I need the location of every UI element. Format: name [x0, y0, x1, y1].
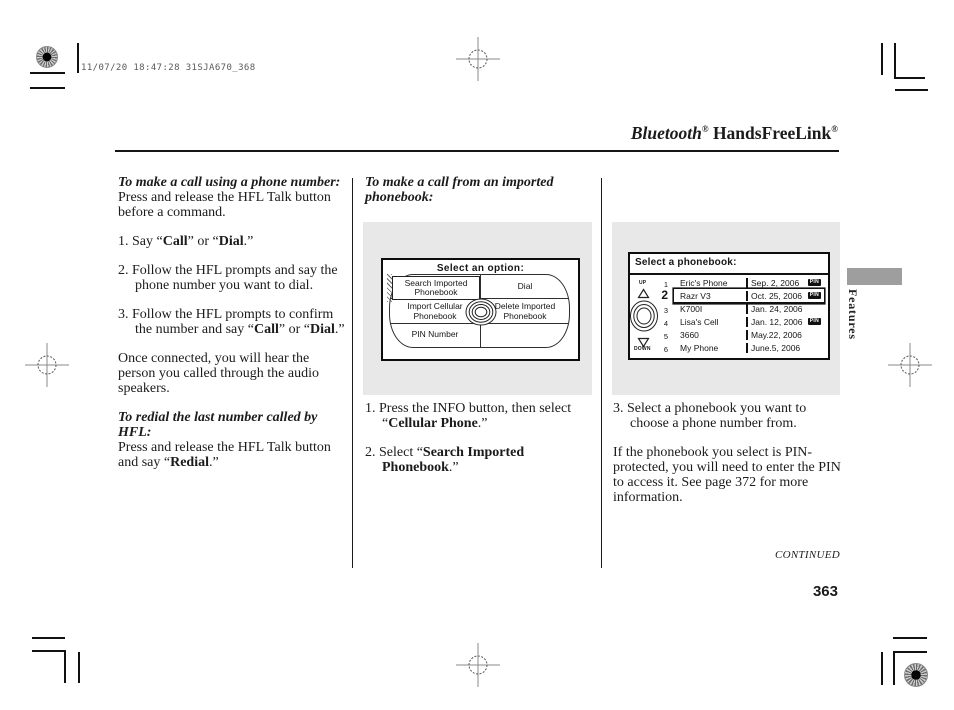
- phonebook-row: [674, 328, 824, 342]
- phonebook-date: May.22, 2006: [746, 330, 824, 340]
- numbered-step: 1. Say “Call” or “Dial.”: [118, 234, 254, 249]
- column-2-steps: [365, 401, 599, 489]
- option-search-imported-phonebook: Search Imported Phonebook: [392, 276, 480, 300]
- column-3-text: [613, 401, 845, 505]
- phonebook-name: My Phone: [680, 342, 719, 353]
- page-title-rest: HandsFreeLink: [708, 123, 832, 143]
- up-label: UP: [639, 280, 647, 286]
- crop-mark-line: [893, 637, 927, 639]
- print-stamp: 11/07/20 18:47:28 31SJA670_368: [81, 63, 256, 73]
- registration-target-icon: [904, 663, 928, 687]
- screen-title: Select an option:: [436, 263, 525, 274]
- phonebook-date: Oct. 25, 2006: [746, 291, 808, 301]
- crop-mark-line: [77, 43, 79, 73]
- column-divider: [601, 178, 602, 568]
- row-number: 1: [663, 280, 668, 289]
- crop-mark-line: [894, 77, 925, 79]
- numbered-step: 2. Select “Search Imported Phonebook.”: [365, 445, 525, 475]
- pin-badge: PIN: [809, 292, 819, 298]
- option-delete-imported-phonebook: Delete Imported Phonebook: [494, 301, 556, 321]
- crop-mark-line: [30, 87, 65, 89]
- crop-mark-line: [78, 652, 80, 683]
- select-option-screen: [381, 258, 580, 361]
- numbered-step: 3. Follow the HFL prompts to confirm the number and say “Call” or “Dial.”: [118, 307, 345, 337]
- section-tab-marker: [847, 268, 902, 285]
- paragraph: Press and release the HFL Talk button before a command.: [118, 190, 331, 220]
- registered-mark: ®: [831, 124, 838, 135]
- page-title: [300, 123, 838, 144]
- phonebook-row: [674, 276, 824, 290]
- phonebook-row: [674, 302, 824, 316]
- phonebook-row: [674, 341, 824, 354]
- numbered-step: 2. Follow the HFL prompts and say the phone number you want to dial.: [118, 263, 338, 293]
- crop-mark-line: [32, 637, 65, 639]
- paragraph: Once connected, you will hear the person you called through the audio speakers.: [118, 351, 320, 396]
- option-dial: Dial: [517, 281, 533, 292]
- crop-mark-line: [30, 72, 65, 74]
- phonebook-row: [674, 315, 824, 329]
- crop-mark-line: [894, 43, 896, 78]
- row-number: 4: [663, 319, 668, 328]
- phonebook-date: June.5, 2006: [746, 343, 824, 353]
- crosshair-registration-icon: [25, 343, 69, 387]
- phonebook-date: Jan. 12, 2006: [746, 317, 808, 327]
- crop-mark-line: [893, 651, 895, 685]
- phonebook-date: Sep. 2, 2006: [746, 278, 808, 288]
- option-pin-number: PIN Number: [411, 329, 459, 340]
- page-number: 363: [812, 583, 838, 600]
- pin-badge: PIN: [809, 279, 819, 285]
- paragraph: Press and release the HFL Talk button and say “Redial.”: [118, 440, 331, 470]
- registered-mark: ®: [701, 124, 709, 135]
- numbered-step: 3. Select a phonebook you want to choose a phone number from.: [613, 401, 807, 431]
- section-heading: To redial the last number called by HFL:: [118, 410, 318, 440]
- crop-mark-line: [32, 650, 65, 652]
- crosshair-registration-icon: [888, 343, 932, 387]
- column-divider: [352, 178, 353, 568]
- crop-mark-line: [881, 43, 883, 75]
- panel-line: [630, 273, 828, 275]
- phonebook-list: [674, 276, 824, 356]
- paragraph: If the phonebook you select is PIN-protected, you will need to enter the PIN to access it. See page 372 for more information.: [613, 445, 841, 505]
- crop-mark-line: [893, 651, 927, 653]
- numbered-step: 1. Press the INFO button, then select “Cellular Phone.”: [365, 401, 572, 431]
- row-number: 5: [663, 332, 668, 341]
- section-tab-label: Features: [846, 289, 860, 340]
- row-number: 6: [663, 345, 668, 354]
- figure-select-option: [363, 222, 592, 395]
- crosshair-registration-icon: [456, 37, 500, 81]
- option-import-cellular-phonebook: Import Cellular Phonebook: [407, 301, 463, 321]
- selector-knob-icon: [465, 298, 497, 331]
- figure-select-phonebook: [612, 222, 840, 395]
- phonebook-name: K700I: [680, 303, 703, 314]
- row-number-selected: 2: [661, 288, 668, 302]
- select-phonebook-screen: [628, 252, 830, 360]
- crop-mark-line: [895, 89, 928, 91]
- row-number: 3: [663, 306, 668, 315]
- crop-mark-line: [881, 652, 883, 685]
- column-2-heading: [365, 175, 597, 205]
- pin-badge: PIN: [809, 318, 819, 324]
- phonebook-row-selected: [674, 289, 824, 303]
- screen-title: Select a phonebook:: [635, 257, 737, 268]
- phonebook-name: Eric's Phone: [680, 277, 728, 288]
- phonebook-date: Jan. 24, 2006: [746, 304, 824, 314]
- phonebook-name: Razr V3: [680, 290, 711, 301]
- header-rule: [115, 150, 839, 152]
- phonebook-name: 3660: [680, 329, 699, 340]
- section-heading: To make a call using a phone number:: [118, 175, 341, 190]
- section-heading: To make a call from an imported phonebook:: [365, 175, 554, 205]
- continued-label: CONTINUED: [774, 549, 840, 561]
- phonebook-name: Lisa's Cell: [680, 316, 719, 327]
- option-panel: [389, 274, 570, 348]
- column-1: [118, 175, 350, 470]
- down-label: DOWN: [634, 346, 651, 352]
- page-title-brand: Bluetooth: [630, 123, 702, 143]
- crosshair-registration-icon: [456, 643, 500, 687]
- crop-mark-line: [64, 650, 66, 683]
- registration-target-icon: [36, 46, 58, 68]
